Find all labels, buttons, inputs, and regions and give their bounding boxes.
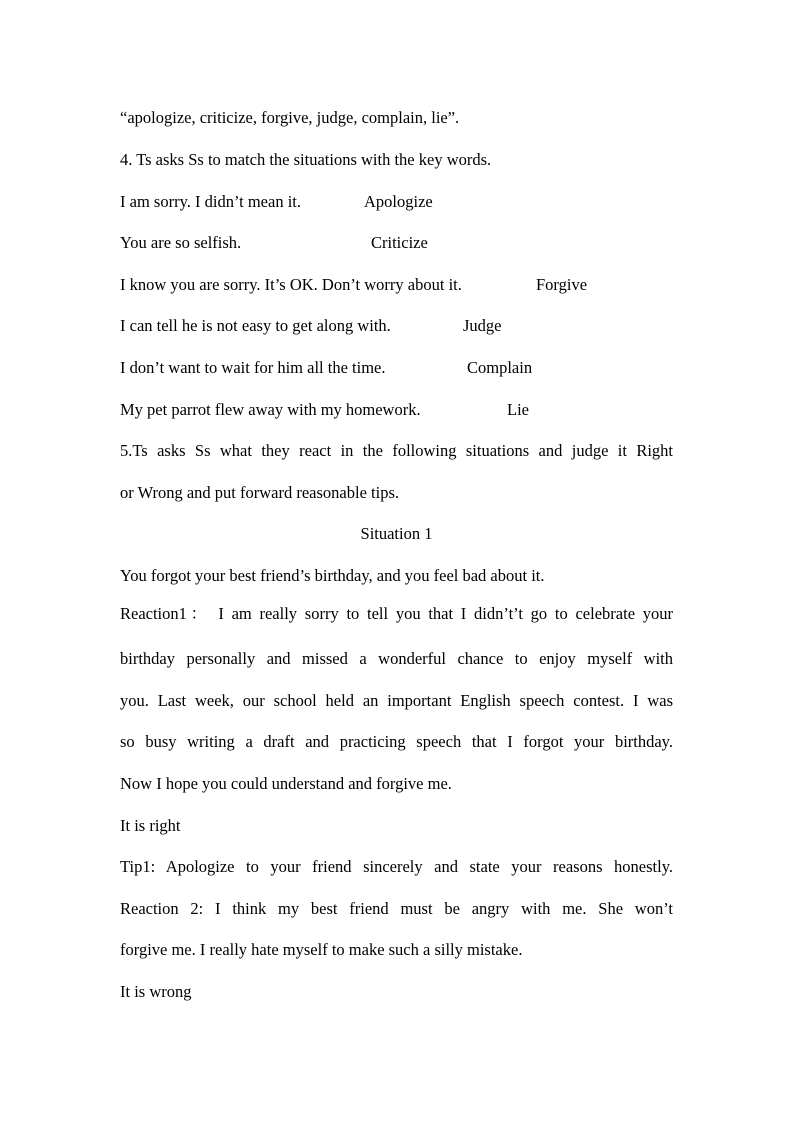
step-4-heading: 4. Ts asks Ss to match the situations with the key words. bbox=[120, 150, 492, 169]
reaction-2-line: Reaction 2: I think my best friend must be angry with me. She won’t bbox=[120, 899, 673, 918]
match-keyword: Complain bbox=[467, 358, 533, 377]
match-situation: I am sorry. I didn’t mean it. bbox=[120, 192, 302, 211]
match-keyword: Forgive bbox=[536, 275, 588, 294]
match-situation: I don’t want to wait for him all the time. bbox=[120, 358, 386, 377]
match-keyword: Lie bbox=[507, 400, 529, 419]
match-keyword: Judge bbox=[463, 316, 502, 335]
match-keyword: Criticize bbox=[371, 233, 428, 252]
verdict: It is wrong bbox=[120, 982, 192, 1001]
reaction-1-line: birthday personally and missed a wonderful chance to enjoy myself with bbox=[120, 649, 673, 668]
match-situation: You are so selfish. bbox=[120, 233, 242, 252]
key-words-line: “apologize, criticize, forgive, judge, complain, lie”. bbox=[120, 108, 460, 127]
reaction-1-line: Now I hope you could understand and forgive me. bbox=[120, 774, 452, 793]
reaction-1-line: you. Last week, our school held an important English speech contest. I was bbox=[120, 691, 673, 710]
step-5-line: or Wrong and put forward reasonable tips. bbox=[120, 483, 399, 502]
step-5-line: 5.Ts asks Ss what they react in the following situations and judge it Right bbox=[120, 441, 673, 460]
situation-title: Situation 1 bbox=[360, 524, 433, 543]
reaction-2-line: forgive me. I really hate myself to make such a silly mistake. bbox=[120, 940, 523, 959]
tip-1: Tip1: Apologize to your friend sincerely and state your reasons honestly. bbox=[120, 857, 673, 876]
match-situation: I know you are sorry. It’s OK. Don’t worry about it. bbox=[120, 275, 462, 294]
verdict: It is right bbox=[120, 816, 181, 835]
match-situation: My pet parrot flew away with my homework. bbox=[120, 400, 421, 419]
match-keyword: Apologize bbox=[364, 192, 433, 211]
match-situation: I can tell he is not easy to get along with. bbox=[120, 316, 391, 335]
reaction-1-line: Reaction1： I am really sorry to tell you that I didn’t’t go to celebrate your bbox=[120, 604, 673, 623]
reaction-1-line: so busy writing a draft and practicing speech that I forgot your birthday. bbox=[120, 732, 673, 751]
situation-description: You forgot your best friend’s birthday, and you feel bad about it. bbox=[120, 566, 545, 585]
